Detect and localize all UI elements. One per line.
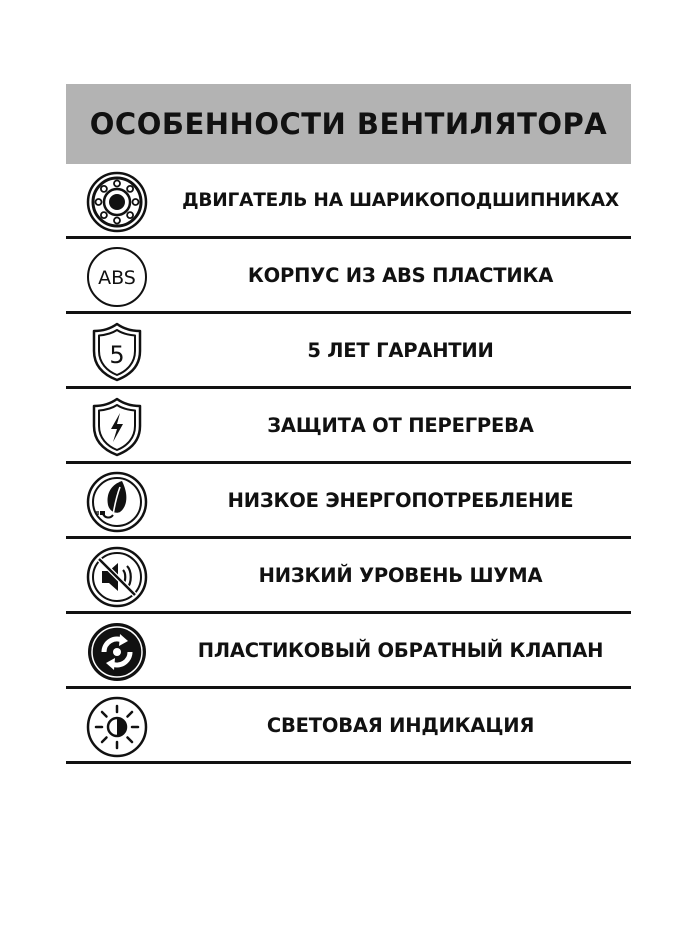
feature-label: СВЕТОВАЯ ИНДИКАЦИЯ — [266, 713, 535, 737]
feature-row-low-energy — [66, 464, 631, 539]
feature-label: 5 ЛЕТ ГАРАНТИИ — [307, 338, 494, 362]
ball-bearing-icon — [86, 171, 148, 233]
feature-row-check-valve — [66, 614, 631, 689]
features-header — [66, 84, 631, 164]
feature-label: КОРПУС ИЗ ABS ПЛАСТИКА — [247, 263, 554, 287]
feature-row-warranty — [66, 314, 631, 389]
leaf-plug-icon — [86, 471, 148, 533]
light-indicator-icon — [86, 696, 148, 758]
feature-label: ЗАЩИТА ОТ ПЕРЕГРЕВА — [267, 413, 534, 437]
abs-circle-icon — [86, 246, 148, 308]
features-list — [66, 164, 631, 764]
shield-number-icon — [86, 321, 148, 383]
svg-text:5: 5 — [109, 341, 125, 369]
svg-text:ABS: ABS — [98, 267, 136, 289]
feature-label: ДВИГАТЕЛЬ НА ШАРИКОПОДШИПНИКАХ — [182, 189, 619, 211]
muted-speaker-icon — [86, 546, 148, 608]
feature-label: НИЗКОЕ ЭНЕРГОПОТРЕБЛЕНИЕ — [227, 488, 574, 512]
feature-label: ПЛАСТИКОВЫЙ ОБРАТНЫЙ КЛАПАН — [197, 638, 604, 662]
check-valve-icon — [86, 621, 148, 683]
feature-label: НИЗКИЙ УРОВЕНЬ ШУМА — [258, 563, 543, 587]
feature-row-ball-bearing — [66, 164, 631, 239]
feature-row-light-indication — [66, 689, 631, 764]
feature-row-abs-body — [66, 239, 631, 314]
shield-lightning-icon — [86, 396, 148, 458]
feature-row-low-noise — [66, 539, 631, 614]
page-title: ОСОБЕННОСТИ ВЕНТИЛЯТОРА — [89, 107, 608, 141]
feature-row-overheat-protection — [66, 389, 631, 464]
